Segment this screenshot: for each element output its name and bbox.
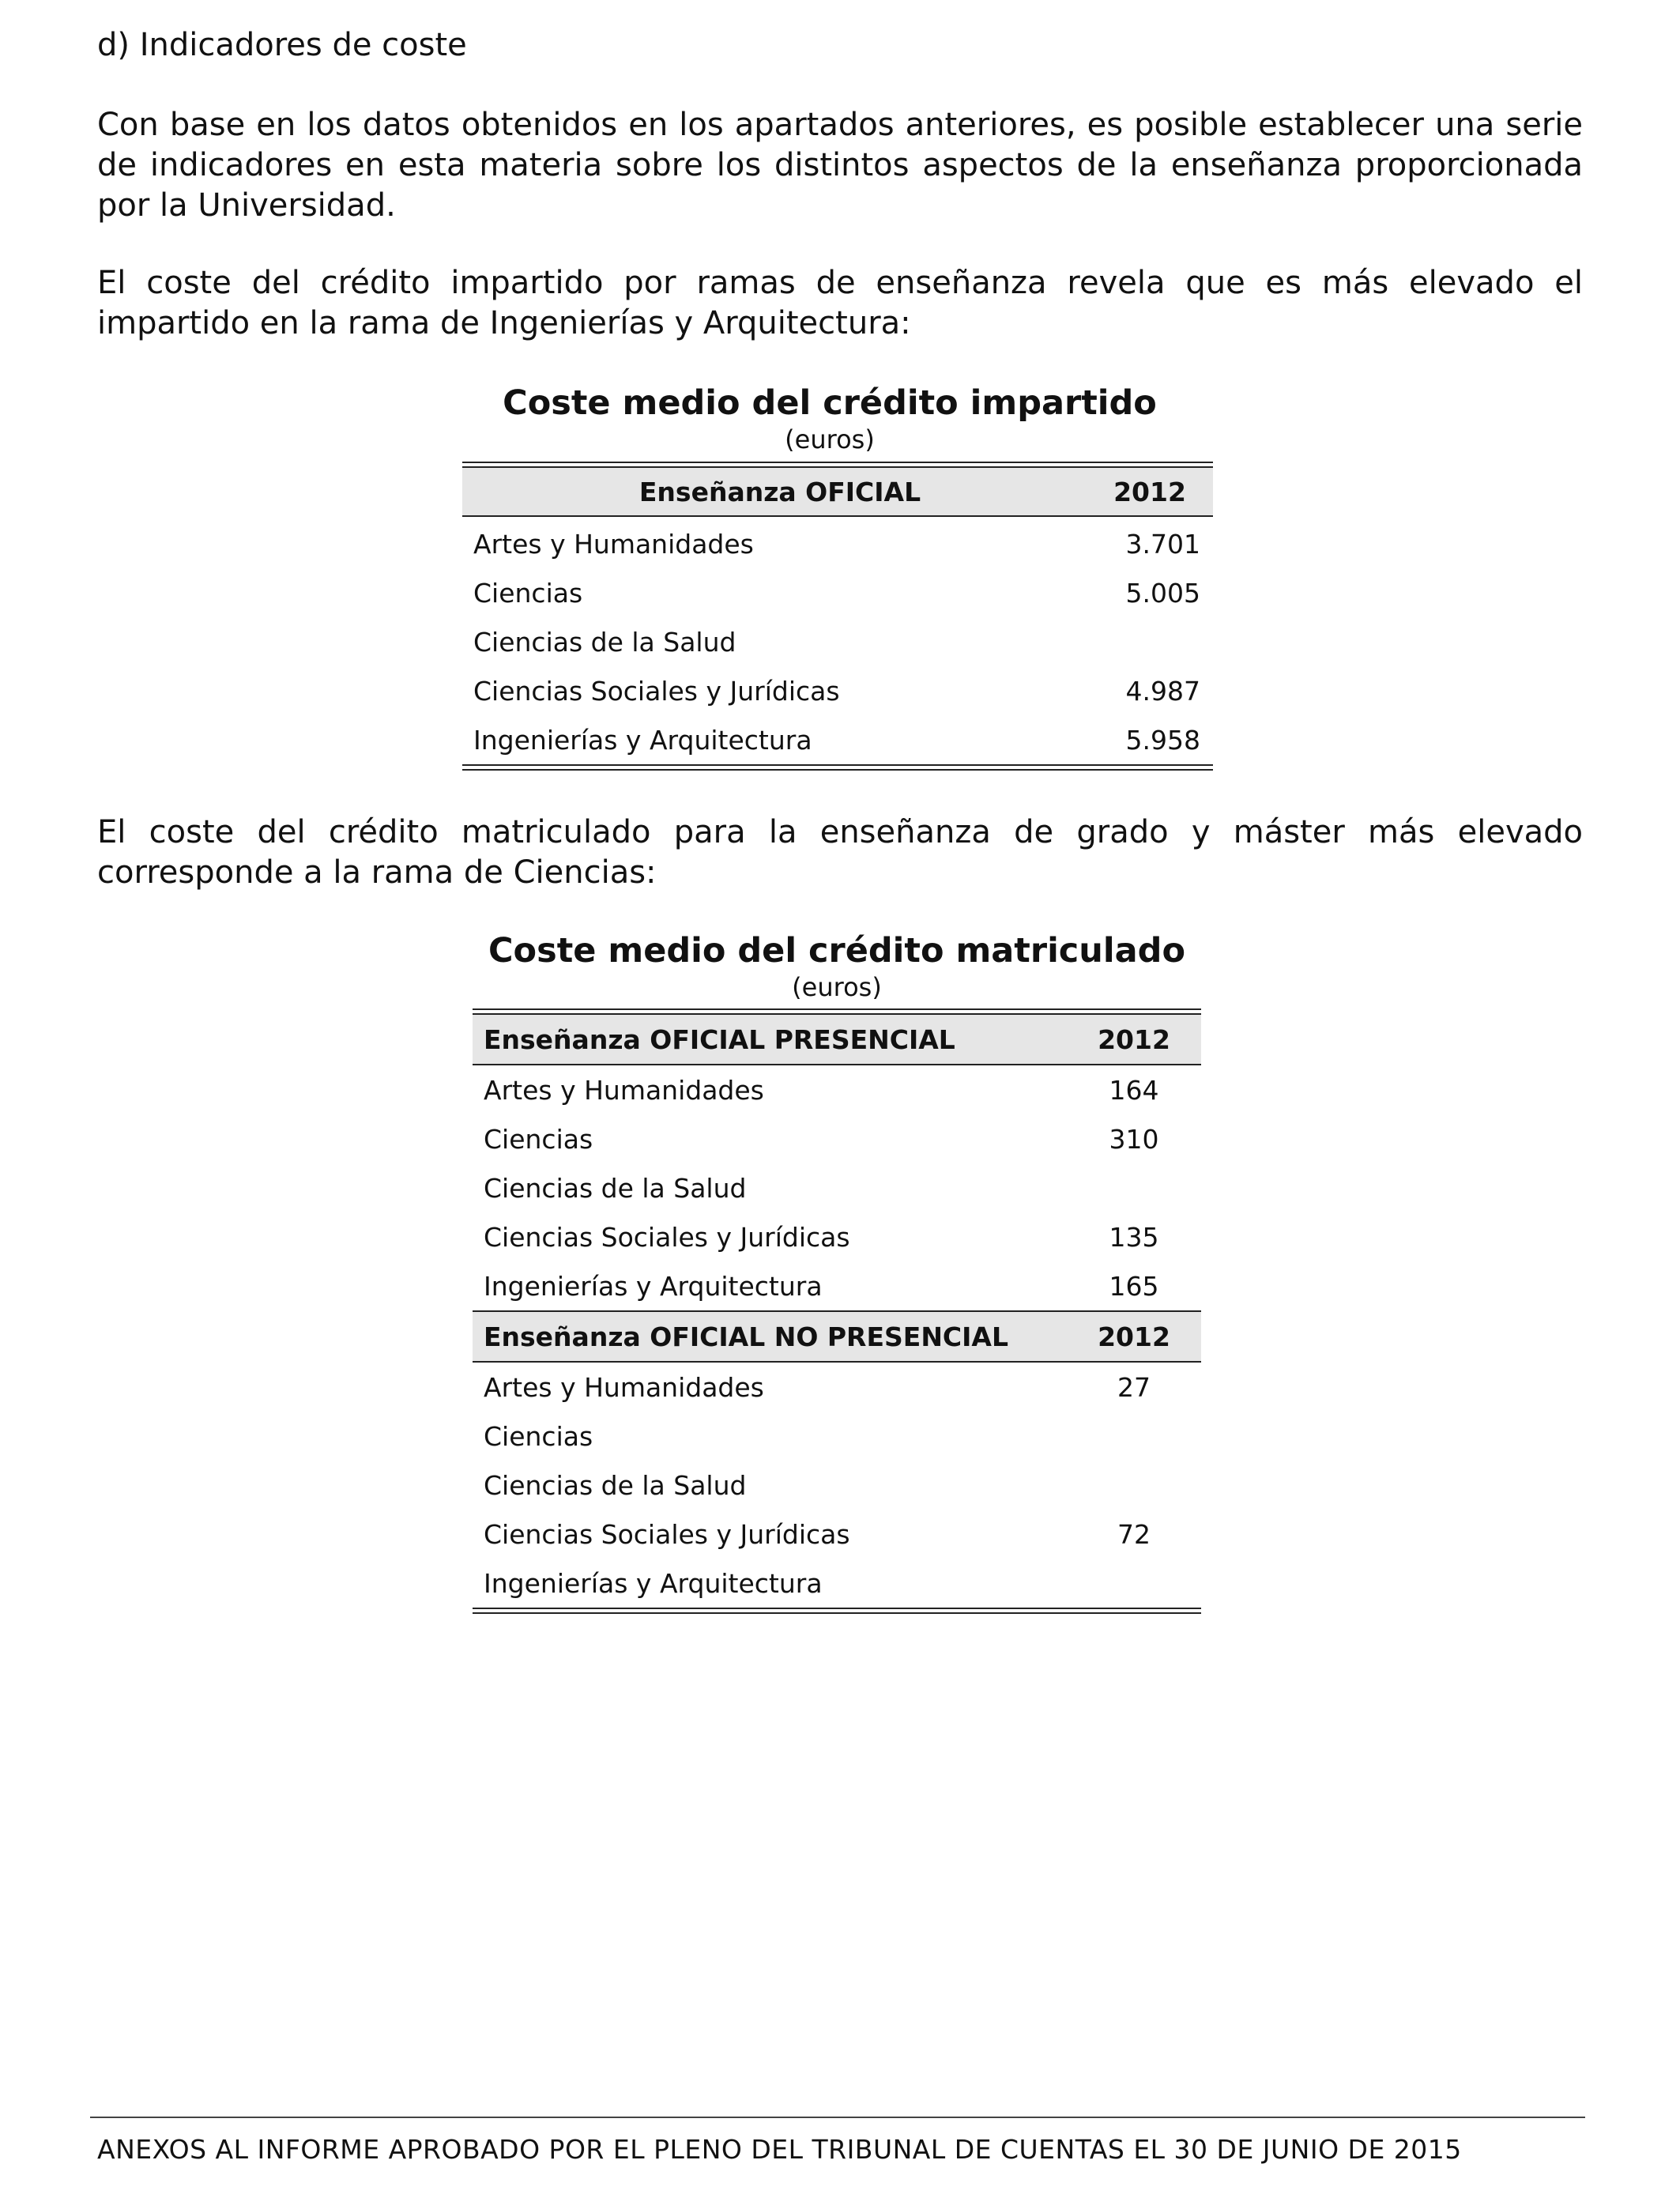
row-label: Ciencias de la Salud bbox=[484, 1469, 747, 1501]
table-row bbox=[462, 715, 1213, 764]
row-value: 72 bbox=[1117, 1518, 1151, 1550]
row-value: 27 bbox=[1117, 1371, 1151, 1403]
row-label: Ciencias de la Salud bbox=[473, 626, 736, 658]
row-value: 5.958 bbox=[1125, 724, 1200, 756]
table2-header-year: 2012 bbox=[1098, 1321, 1170, 1352]
page-footer: ANEXOS AL INFORME APROBADO POR EL PLENO DEL TRIBUNAL DE CUENTAS EL 30 DE JUNIO DE 2015 bbox=[97, 2134, 1462, 2165]
impartido-paragraph: El coste del crédito impartido por ramas de enseñanza revela que es más elevado el impartido en la rama de Ingenierías y Arquitectura: bbox=[97, 265, 1583, 341]
table2-header-year: 2012 bbox=[1098, 1023, 1170, 1055]
row-label: Artes y Humanidades bbox=[473, 528, 754, 560]
row-label: Artes y Humanidades bbox=[484, 1371, 764, 1403]
table1-top-rule bbox=[462, 462, 1213, 468]
matriculado-paragraph: El coste del crédito matriculado para la enseñanza de grado y máster más elevado corresponde a la rama de Ciencias: bbox=[97, 814, 1583, 891]
row-value: 135 bbox=[1109, 1221, 1159, 1253]
row-value: 165 bbox=[1109, 1270, 1159, 1302]
row-value: 3.701 bbox=[1125, 528, 1200, 560]
intro-paragraph: Con base en los datos obtenidos en los apartados anteriores, es posible establecer una serie de indicadores en esta materia sobre los distintos aspectos de la enseñanza proporcionada por la Universidad. bbox=[97, 107, 1583, 224]
table-row bbox=[473, 1114, 1201, 1163]
table1-subtitle: (euros) bbox=[785, 424, 875, 454]
section-heading: d) Indicadores de coste bbox=[97, 27, 467, 63]
footer-divider bbox=[90, 2117, 1585, 2118]
row-label: Ciencias Sociales y Jurídicas bbox=[473, 675, 840, 707]
table-row bbox=[462, 519, 1213, 568]
table-row bbox=[473, 1065, 1201, 1114]
table2-top-rule bbox=[473, 1008, 1201, 1015]
table2-header-no-presencial bbox=[473, 1310, 1201, 1363]
table-row bbox=[462, 568, 1213, 617]
row-label: Ciencias Sociales y Jurídicas bbox=[484, 1221, 850, 1253]
table1-header-year: 2012 bbox=[1113, 476, 1186, 507]
table-row bbox=[473, 1212, 1201, 1261]
table2-header-label: Enseñanza OFICIAL NO PRESENCIAL bbox=[484, 1321, 1008, 1352]
row-value: 310 bbox=[1109, 1123, 1159, 1155]
row-label: Ciencias bbox=[484, 1420, 593, 1452]
row-label: Ingenierías y Arquitectura bbox=[484, 1567, 823, 1599]
table-row bbox=[473, 1510, 1201, 1559]
table-row bbox=[473, 1461, 1201, 1510]
row-label: Ciencias de la Salud bbox=[484, 1172, 747, 1204]
table-row bbox=[473, 1412, 1201, 1461]
row-label: Artes y Humanidades bbox=[484, 1074, 764, 1106]
table2-title: Coste medio del crédito matriculado bbox=[488, 931, 1185, 971]
table2-subtitle: (euros) bbox=[792, 972, 882, 1002]
row-value: 4.987 bbox=[1125, 675, 1200, 707]
row-label: Ingenierías y Arquitectura bbox=[473, 724, 812, 756]
table-row bbox=[462, 617, 1213, 666]
table1-header bbox=[462, 468, 1213, 517]
table-row bbox=[473, 1363, 1201, 1412]
row-label: Ciencias bbox=[484, 1123, 593, 1155]
table2-header-label: Enseñanza OFICIAL PRESENCIAL bbox=[484, 1023, 955, 1055]
table2-bottom-rule bbox=[473, 1608, 1201, 1614]
table1-bottom-rule bbox=[462, 764, 1213, 771]
table2 bbox=[473, 1008, 1201, 1614]
row-value: 164 bbox=[1109, 1074, 1159, 1106]
table2-header-presencial bbox=[473, 1015, 1201, 1065]
table1 bbox=[462, 462, 1213, 771]
table-row bbox=[462, 666, 1213, 715]
table-row bbox=[473, 1559, 1201, 1608]
table-row bbox=[473, 1261, 1201, 1310]
row-label: Ciencias bbox=[473, 577, 583, 609]
table1-title: Coste medio del crédito impartido bbox=[503, 383, 1157, 423]
table-row bbox=[473, 1163, 1201, 1212]
row-label: Ingenierías y Arquitectura bbox=[484, 1270, 823, 1302]
table1-header-label: Enseñanza OFICIAL bbox=[638, 476, 921, 507]
row-label: Ciencias Sociales y Jurídicas bbox=[484, 1518, 850, 1550]
row-value: 5.005 bbox=[1125, 577, 1200, 609]
